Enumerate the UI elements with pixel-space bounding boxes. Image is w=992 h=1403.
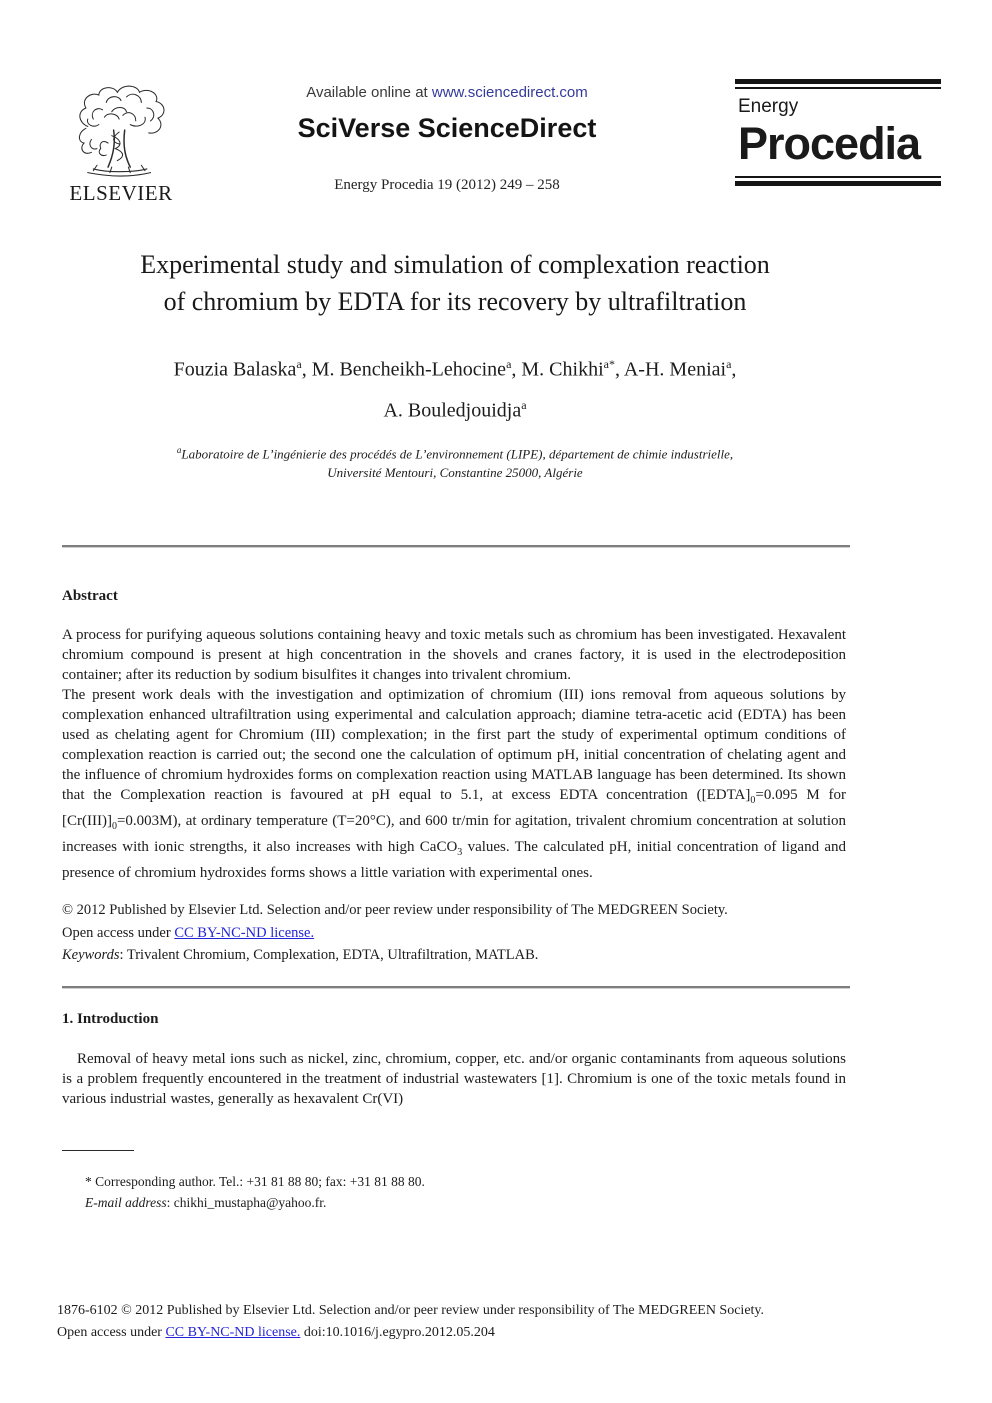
abstract-p2-seg2: =0.095 M for [Cr(III)] bbox=[62, 787, 846, 829]
section-divider-top bbox=[62, 545, 850, 548]
abstract-body bbox=[62, 625, 846, 883]
cc-license-link[interactable]: CC BY-NC-ND license. bbox=[174, 924, 315, 941]
page-footer bbox=[57, 1300, 887, 1344]
author-name-5: A. Bouledjouidja bbox=[383, 399, 522, 422]
sciverse-sciencedirect-wordmark: SciVerse ScienceDirect bbox=[297, 113, 597, 143]
journal-box-content bbox=[735, 89, 941, 176]
abstract-p2-seg1: The present work deals with the investigation and optimization of chromium (III) ions removal from aqueous solutions by complexation enhanced ultrafiltration using experimental and calculation approach; diamine tetra-acetic acid (EDTA) has been used as chelating agent for Chromium (III) complexation; in the first part the study of experimental optimum conditions of complexation reaction is carried out; the second one the calculation of optimum pH, initial concentration of chelating agent and the influence of chromium hydroxides forms on complexation reaction using MATLAB language has been determined. Its shown that the Complexation reaction is favoured at pH equal to 5.1, at excess EDTA concentration ([EDTA] bbox=[62, 687, 846, 803]
affiliation-line2: Université Mentouri, Constantine 25000, Algérie bbox=[327, 465, 583, 481]
journal-box-bottom-line bbox=[735, 176, 941, 178]
available-online-text: Available online at bbox=[306, 84, 432, 101]
email-label: E-mail address bbox=[85, 1195, 167, 1210]
corresponding-author-note: * Corresponding author. Tel.: +31 81 88 80; fax: +31 81 88 80. bbox=[85, 1174, 425, 1189]
sciencedirect-link[interactable]: www.sciencedirect.com bbox=[431, 84, 588, 101]
authors-line-tail: , bbox=[731, 358, 737, 381]
journal-name-procedia: Procedia bbox=[738, 118, 921, 169]
copyright-block bbox=[62, 899, 846, 967]
keywords-label: Keywords bbox=[62, 947, 120, 963]
footnote-block bbox=[85, 1171, 785, 1213]
footer-open-access-line bbox=[57, 1322, 887, 1344]
abstract-p2-seg4: values. The calculated pH, initial concentration of ligand and presence of chromium hydroxides forms shows a little variation with experimental ones. bbox=[62, 839, 847, 881]
journal-box-top-bar bbox=[735, 79, 941, 84]
elsevier-tree-icon bbox=[65, 84, 177, 180]
introduction-heading: 1. Introduction bbox=[62, 1011, 159, 1027]
abstract-paragraph-2 bbox=[62, 685, 846, 883]
abstract-p2-seg3: =0.003M), at ordinary temperature (T=20°C), and 600 tr/min for agitation, trivalent chromium concentration at solution increases with ionic strengths, it also increases with high CaCO bbox=[62, 813, 846, 855]
subscript-three: 3 bbox=[457, 847, 463, 858]
affiliation bbox=[62, 441, 848, 482]
article-title-line2: of chromium by EDTA for its recovery by ultrafiltration bbox=[163, 287, 747, 316]
journal-box-bottom-bar bbox=[735, 181, 941, 186]
footer-cc-license-link[interactable]: CC BY-NC-ND license. bbox=[165, 1325, 301, 1340]
author-affil-sup-1: a bbox=[296, 357, 302, 371]
footer-issn-line: 1876-6102 © 2012 Published by Elsevier Ltd. Selection and/or peer review under responsibility of The MEDGREEN Society. bbox=[57, 1303, 765, 1318]
subscript-zero-1: 0 bbox=[750, 795, 756, 806]
article-title bbox=[62, 246, 848, 320]
journal-name-energy: Energy bbox=[738, 96, 799, 117]
subscript-zero-2: 0 bbox=[111, 821, 117, 832]
author-name-2: , M. Bencheikh-Lehocine bbox=[301, 358, 507, 381]
author-affil-sup-4: a bbox=[726, 357, 732, 371]
affiliation-sup: a bbox=[176, 445, 182, 455]
footnote-rule bbox=[62, 1150, 134, 1151]
introduction-paragraph: Removal of heavy metal ions such as nickel, zinc, chromium, copper, etc. and/or organic contaminants from aqueous solutions is a problem frequently encountered in the treatment of industrial wastewaters [1]. Chromium is one of the toxic metals found in various industrial wastes, generally as hexavalent Cr(VI) bbox=[62, 1051, 846, 1107]
authors-line-2 bbox=[62, 398, 848, 423]
elsevier-wordmark: ELSEVIER bbox=[69, 181, 173, 205]
footer-open-access-text: Open access under bbox=[57, 1325, 166, 1340]
section-divider-bottom bbox=[62, 986, 850, 989]
article-title-line1: Experimental study and simulation of complexation reaction bbox=[140, 250, 770, 279]
keywords-line bbox=[62, 944, 846, 967]
author-affil-sup-5: a bbox=[521, 398, 527, 412]
footer-doi: doi:10.1016/j.egypro.2012.05.204 bbox=[300, 1325, 495, 1340]
author-name-1: Fouzia Balaska bbox=[173, 358, 297, 381]
affiliation-line1: Laboratoire de L’ingénierie des procédés de L’environnement (LIPE), département de chimie industrielle, bbox=[181, 446, 734, 462]
author-name-3: , M. Chikhi bbox=[511, 358, 604, 381]
author-affil-sup-2: a bbox=[506, 357, 512, 371]
journal-citation: Energy Procedia 19 (2012) 249 – 258 bbox=[334, 177, 560, 193]
author-affil-sup-3: a* bbox=[603, 357, 615, 371]
open-access-text: Open access under bbox=[62, 924, 175, 941]
email-value: : chikhi_mustapha@yahoo.fr. bbox=[166, 1195, 327, 1210]
abstract-heading: Abstract bbox=[62, 588, 118, 604]
abstract-paragraph-1: A process for purifying aqueous solutions containing heavy and toxic metals such as chromium has been investigated. Hexavalent chromium compound is present at high concentration in the shovels and cranes factory, it is used in the electrodeposition container; after its reduction by sodium bisulfites it changes into trivalent chromium. bbox=[62, 627, 846, 683]
available-online-line bbox=[212, 84, 682, 101]
open-access-line bbox=[62, 922, 846, 945]
elsevier-logo bbox=[60, 84, 182, 206]
header-center bbox=[212, 84, 682, 194]
energy-procedia-logo bbox=[735, 79, 941, 186]
keywords-text: : Trivalent Chromium, Complexation, EDTA, Ultrafiltration, MATLAB. bbox=[119, 947, 539, 963]
email-address-note bbox=[85, 1192, 785, 1213]
author-name-4: , A-H. Meniai bbox=[614, 358, 727, 381]
authors-line bbox=[62, 357, 848, 382]
copyright-note: © 2012 Published by Elsevier Ltd. Selection and/or peer review under responsibility of The MEDGREEN Society. bbox=[62, 902, 728, 918]
